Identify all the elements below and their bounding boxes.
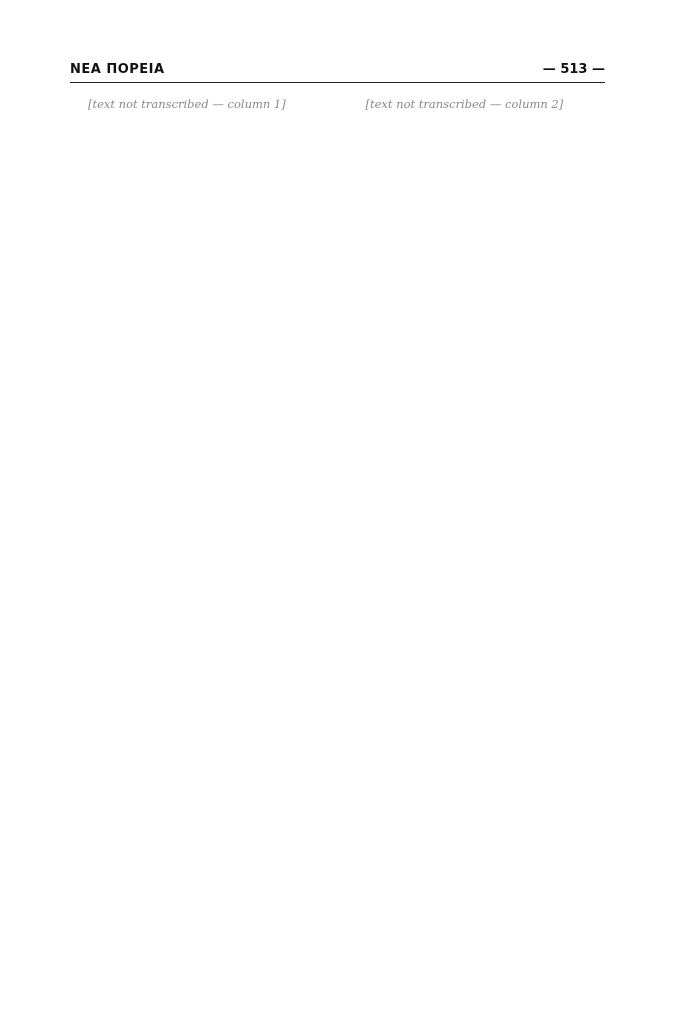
column-right: [348, 95, 606, 995]
running-title: ΝΕΑ ΠΟΡΕΙΑ: [70, 62, 165, 77]
column-left: [70, 95, 328, 995]
paragraph: [text not transcribed — column 2]: [365, 97, 564, 111]
paragraph: [text not transcribed — column 1]: [88, 97, 286, 111]
page-header: [70, 62, 605, 82]
body-columns: [70, 95, 605, 995]
header-rule: [70, 82, 605, 83]
page-number: — 513 —: [542, 62, 605, 77]
